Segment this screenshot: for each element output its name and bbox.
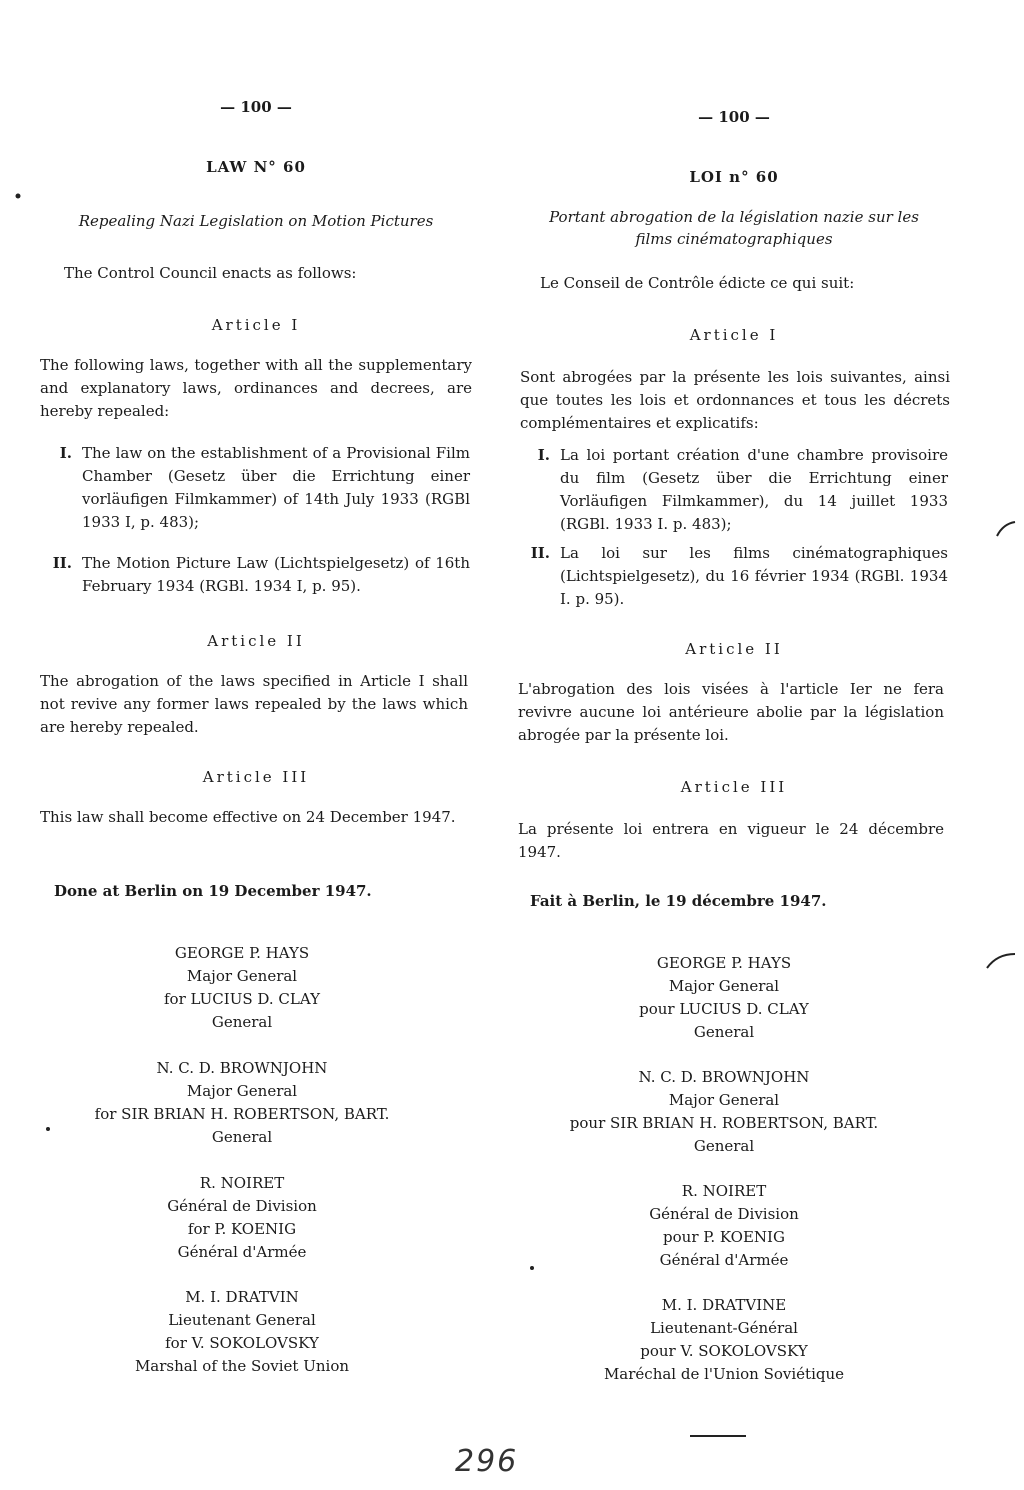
article-2-text: The abrogation of the laws specified in Article I shall not revive any former laws repealed by the laws which are hereby repealed. — [40, 672, 468, 736]
signatory-name: M. I. DRATVIN — [185, 1288, 299, 1306]
signature-block — [508, 1294, 940, 1386]
item-number: I. — [537, 446, 550, 464]
article-3-heading: Article III — [202, 768, 310, 786]
signatory-name: GEORGE P. HAYS — [656, 954, 792, 972]
signature-block — [508, 952, 940, 1044]
signature-block — [508, 1180, 940, 1272]
on-behalf-rank: Maréchal de l'Union Soviétique — [603, 1365, 845, 1383]
signatory-rank: Général de Division — [167, 1197, 317, 1215]
on-behalf-rank: General — [211, 1128, 273, 1146]
law-title: LOI n° 60 — [689, 168, 779, 186]
on-behalf-of: for P. KOENIG — [187, 1220, 297, 1238]
article-2-heading: Article II — [685, 640, 783, 658]
on-behalf-of: pour P. KOENIG — [663, 1228, 785, 1246]
law-title: LAW N° 60 — [206, 158, 306, 176]
signature-block — [508, 1066, 940, 1158]
signatory-rank: Major General — [186, 1082, 298, 1100]
on-behalf-rank: Général d'Armée — [177, 1243, 307, 1261]
subtitle-line: films cinématographiques — [635, 230, 833, 248]
on-behalf-of: pour V. SOKOLOVSKY — [640, 1342, 808, 1360]
subtitle-line: Portant abrogation de la législation nazie sur les — [549, 208, 919, 226]
on-behalf-rank: General — [693, 1023, 755, 1041]
law-subtitle — [518, 206, 950, 250]
signatory-rank: Général de Division — [649, 1205, 799, 1223]
article-2-text: L'abrogation des lois visées à l'article Ier ne fera revivre aucune loi antérieure abolie par la législation abrogée par la présente loi. — [518, 680, 944, 744]
item-text: The law on the establishment of a Provisional Film Chamber (Gesetz über die Errichtung einer vorläufigen Filmkammer) of 14th July 1933 (RGBl 1933 I, p. 483); — [82, 444, 470, 531]
signatory-name: M. I. DRATVINE — [661, 1296, 787, 1314]
article-1-item — [522, 542, 948, 612]
article-2-heading: Article II — [207, 632, 305, 650]
signatory-name: N. C. D. BROWNJOHN — [156, 1059, 328, 1077]
signatory-rank: Lieutenant-Général — [650, 1319, 798, 1337]
on-behalf-of: pour SIR BRIAN H. ROBERTSON, BART. — [569, 1114, 879, 1132]
signature-block — [26, 1286, 458, 1378]
enactment-clause: Le Conseil de Contrôle édicte ce qui suit: — [540, 274, 855, 292]
signatory-rank: Major General — [668, 977, 780, 995]
article-1-item — [44, 552, 470, 600]
page-number: — 100 — — [698, 108, 770, 126]
on-behalf-of: for LUCIUS D. CLAY — [164, 990, 320, 1008]
signatory-name: R. NOIRET — [199, 1174, 285, 1192]
on-behalf-of: for SIR BRIAN H. ROBERTSON, BART. — [94, 1105, 390, 1123]
signatory-name: N. C. D. BROWNJOHN — [638, 1068, 810, 1086]
signing-date: Done at Berlin on 19 December 1947. — [54, 882, 372, 900]
on-behalf-of: pour LUCIUS D. CLAY — [639, 1000, 809, 1018]
handwritten-page-number: 296 — [455, 1444, 519, 1479]
signature-block — [26, 1057, 458, 1149]
end-rule — [690, 1435, 746, 1437]
item-number: II. — [52, 554, 72, 572]
on-behalf-rank: General — [693, 1137, 755, 1155]
page-number: — 100 — — [220, 98, 292, 116]
enactment-clause: The Control Council enacts as follows: — [64, 264, 357, 282]
article-1-text: The following laws, together with all the supplementary and explanatory laws, ordinances and decrees, are hereby repealed: — [40, 356, 472, 420]
article-1-text: Sont abrogées par la présente les lois suivantes, ainsi que toutes les lois et ordonnances et tous les décrets complémentaires et explicatifs: — [520, 368, 950, 432]
signature-block — [26, 942, 458, 1034]
scan-dot-icon — [528, 1264, 536, 1272]
on-behalf-rank: General — [211, 1013, 273, 1031]
on-behalf-of: for V. SOKOLOVSKY — [165, 1334, 319, 1352]
article-3-text: This law shall become effective on 24 December 1947. — [40, 808, 456, 826]
scan-mark-icon — [995, 520, 1017, 540]
article-1-heading: Article I — [689, 326, 779, 344]
scan-dot-icon — [44, 1125, 52, 1133]
law-subtitle: Repealing Nazi Legislation on Motion Pictures — [78, 212, 434, 230]
signing-date: Fait à Berlin, le 19 décembre 1947. — [530, 892, 827, 910]
scan-mark-icon — [985, 950, 1017, 972]
signatory-rank: Major General — [668, 1091, 780, 1109]
scan-dot-icon — [14, 192, 22, 200]
on-behalf-rank: Marshal of the Soviet Union — [134, 1357, 350, 1375]
item-number: I. — [59, 444, 72, 462]
on-behalf-rank: Général d'Armée — [659, 1251, 789, 1269]
article-1-heading: Article I — [211, 316, 301, 334]
item-number: II. — [530, 544, 550, 562]
signatory-name: R. NOIRET — [681, 1182, 767, 1200]
item-text: La loi sur les films cinématographiques (Lichtspielgesetz), du 16 février 1934 (RGBl. 1934 I. p. 95). — [560, 544, 948, 608]
article-3-heading: Article III — [680, 778, 788, 796]
signature-block — [26, 1172, 458, 1264]
article-1-item — [44, 442, 470, 534]
signatory-rank: Major General — [186, 967, 298, 985]
signatory-name: GEORGE P. HAYS — [174, 944, 310, 962]
item-text: The Motion Picture Law (Lichtspielgesetz) of 16th February 1934 (RGBl. 1934 I, p. 95). — [82, 554, 470, 595]
article-1-item — [522, 444, 948, 536]
item-text: La loi portant création d'une chambre provisoire du film (Gesetz über die Errichtung einer Vorläufigen Filmkammer), du 14 juillet 1933 (RGBl. 1933 I. p. 483); — [560, 446, 948, 533]
signatory-rank: Lieutenant General — [168, 1311, 316, 1329]
article-3-text: La présente loi entrera en vigueur le 24 décembre 1947. — [518, 820, 944, 861]
